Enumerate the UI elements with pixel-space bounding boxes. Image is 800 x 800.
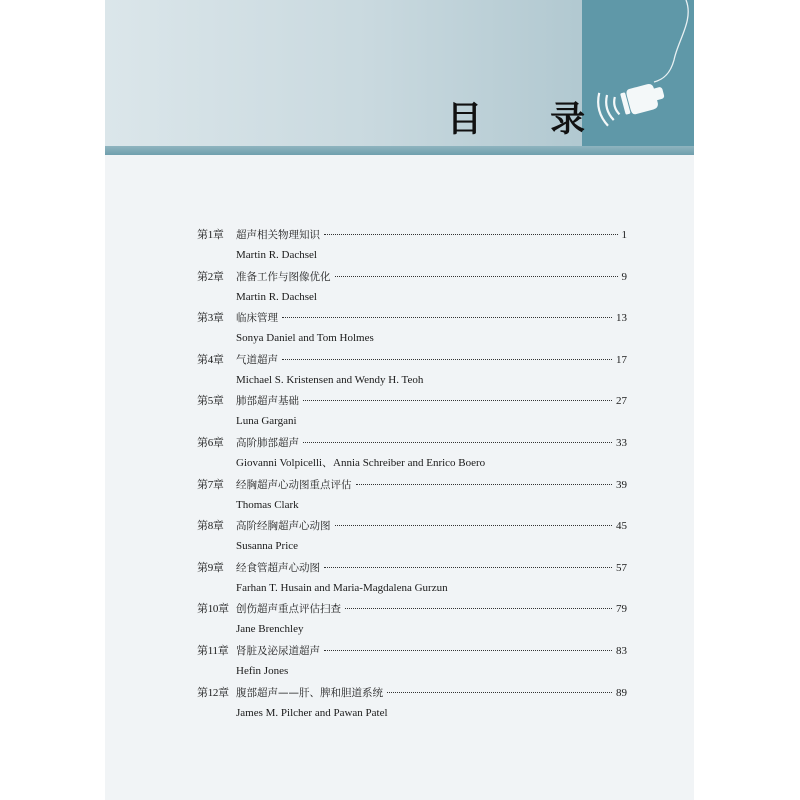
dot-leader [282, 359, 612, 360]
page-number: 45 [616, 520, 627, 533]
chapter-number: 第11章 [197, 644, 229, 657]
page-number: 79 [616, 603, 627, 616]
page-number: 13 [616, 312, 627, 325]
page-number: 27 [616, 395, 627, 408]
chapter-number: 第12章 [197, 686, 229, 699]
chapter-authors: Farhan T. Husain and Maria-Magdalena Gurzun [236, 581, 448, 594]
chapter-authors: Martin R. Dachsel [236, 290, 317, 303]
chapter-number: 第3章 [197, 312, 224, 325]
header-rule [105, 146, 694, 155]
toc-entry[interactable] [197, 517, 627, 559]
dot-leader [324, 234, 618, 235]
chapter-title[interactable]: 肺部超声基础 [236, 395, 299, 408]
dot-leader [303, 442, 612, 443]
table-of-contents [197, 226, 627, 725]
chapter-title[interactable]: 肾脏及泌尿道超声 [236, 644, 320, 657]
chapter-title[interactable]: 高阶肺部超声 [236, 436, 299, 449]
dot-leader [324, 567, 612, 568]
chapter-title[interactable]: 创伤超声重点评估扫查 [236, 603, 341, 616]
chapter-title[interactable]: 准备工作与图像优化 [236, 270, 331, 283]
toc-title: 目 录 [447, 99, 614, 140]
chapter-title[interactable]: 高阶经胸超声心动图 [236, 520, 331, 533]
page-number: 1 [621, 229, 627, 241]
chapter-authors: Hefin Jones [236, 664, 289, 677]
chapter-title[interactable]: 腹部超声——肝、脾和胆道系统 [236, 686, 383, 699]
dot-leader [345, 608, 612, 609]
chapter-title[interactable]: 临床管理 [236, 312, 278, 325]
chapter-title[interactable]: 超声相关物理知识 [236, 229, 320, 241]
chapter-number: 第5章 [197, 395, 224, 408]
chapter-title[interactable]: 经胸超声心动图重点评估 [236, 478, 352, 491]
book-page [105, 0, 694, 800]
toc-entry[interactable] [197, 392, 627, 434]
dot-leader [335, 525, 613, 526]
toc-entry[interactable] [197, 434, 627, 476]
chapter-authors: Michael S. Kristensen and Wendy H. Teoh [236, 373, 424, 386]
toc-entry[interactable] [197, 226, 627, 268]
page-number: 83 [616, 644, 627, 657]
toc-entry[interactable] [197, 559, 627, 601]
chapter-title[interactable]: 气道超声 [236, 353, 278, 366]
toc-entry[interactable] [197, 684, 627, 726]
toc-entry[interactable] [197, 600, 627, 642]
toc-entry[interactable] [197, 351, 627, 393]
chapter-authors: Jane Brenchley [236, 623, 304, 636]
chapter-number: 第9章 [197, 561, 224, 574]
chapter-authors: Susanna Price [236, 540, 299, 553]
page-number: 39 [616, 478, 627, 491]
chapter-number: 第2章 [197, 270, 224, 283]
chapter-authors: Luna Gargani [236, 415, 297, 428]
dot-leader [303, 400, 612, 401]
toc-entry[interactable] [197, 476, 627, 518]
chapter-authors: Thomas Clark [236, 498, 299, 511]
chapter-number: 第1章 [197, 229, 224, 241]
dot-leader [335, 276, 618, 277]
chapter-number: 第8章 [197, 520, 224, 533]
chapter-authors: Martin R. Dachsel [236, 249, 317, 261]
chapter-authors: James M. Pilcher and Pawan Patel [236, 706, 388, 719]
chapter-number: 第10章 [197, 603, 229, 616]
chapter-number: 第6章 [197, 436, 224, 449]
page-number: 33 [616, 436, 627, 449]
chapter-number: 第4章 [197, 353, 224, 366]
dot-leader [387, 692, 612, 693]
toc-entry[interactable] [197, 642, 627, 684]
page-number: 9 [621, 270, 627, 283]
page-number: 57 [616, 561, 627, 574]
dot-leader [324, 650, 612, 651]
dot-leader [356, 484, 613, 485]
chapter-authors: Giovanni Volpicelli、Annia Schreiber and Enrico Boero [236, 456, 486, 469]
toc-entry[interactable] [197, 268, 627, 310]
page-number: 89 [616, 686, 627, 699]
chapter-title[interactable]: 经食管超声心动图 [236, 561, 320, 574]
page-number: 17 [616, 353, 627, 366]
dot-leader [282, 317, 612, 318]
chapter-authors: Sonya Daniel and Tom Holmes [236, 332, 374, 345]
chapter-number: 第7章 [197, 478, 224, 491]
toc-entry[interactable] [197, 309, 627, 351]
